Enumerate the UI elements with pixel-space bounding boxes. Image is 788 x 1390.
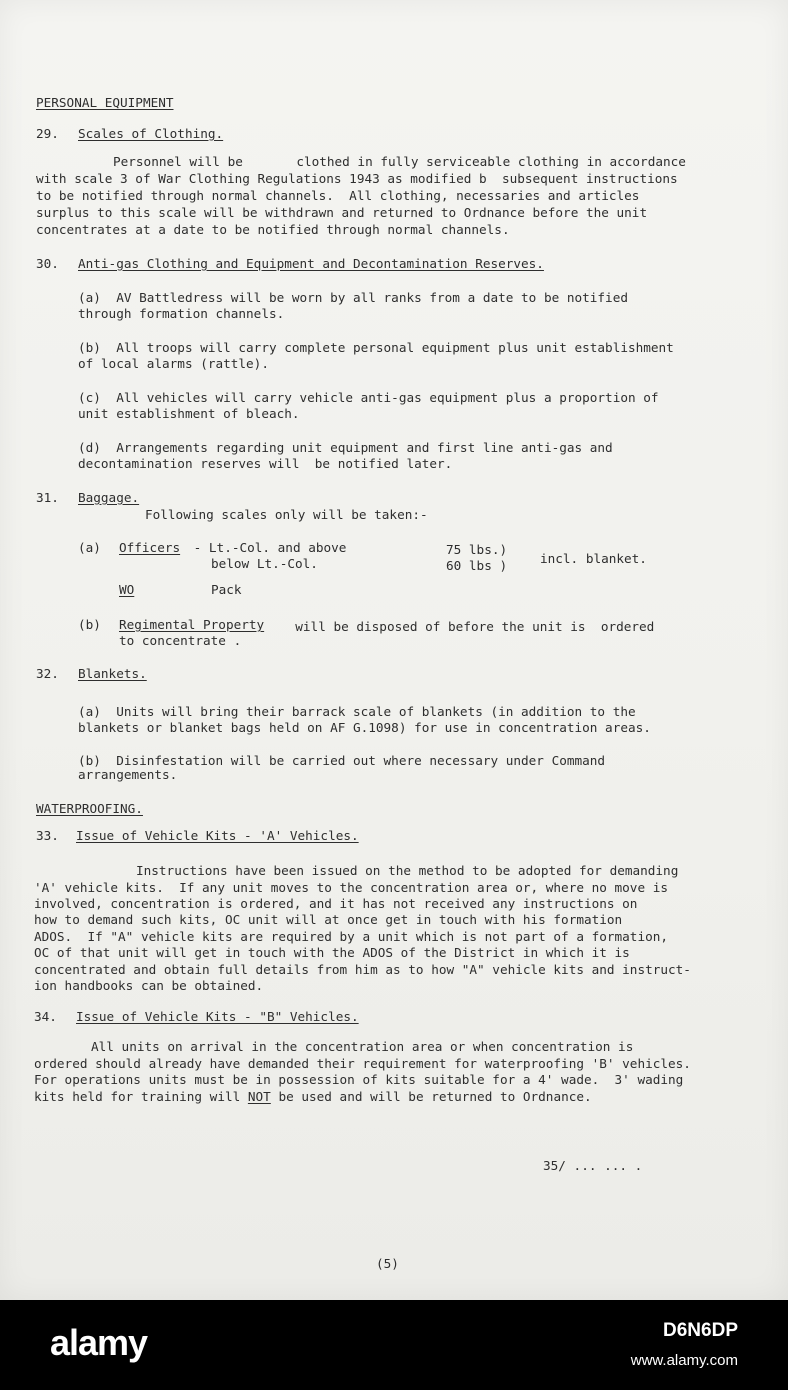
p29-line-2: with scale 3 of War Clothing Regulations 1943 as modified b subsequent instructions [36,171,678,186]
baggage-item-a-marker: (a) [78,540,101,555]
p33-line-7: concentrated and obtain full details from him as to how "A" vehicle kits and instruct- [34,962,691,977]
section-heading-personal-equipment: PERSONAL EQUIPMENT [36,95,174,110]
paragraph-heading-33: Issue of Vehicle Kits - 'A' Vehicles. [76,828,359,843]
p33-line-1: Instructions have been issued on the method to be adopted for demanding [136,863,679,878]
p33-line-5: ADOS. If "A" vehicle kits are required by a unit which is not part of a formation, [34,929,668,944]
alamy-logo: alamy [50,1322,148,1363]
paragraph-heading-34: Issue of Vehicle Kits - "B" Vehicles. [76,1009,359,1024]
baggage-officers-label: Officers [119,540,181,555]
paragraph-number-31: 31. [36,490,59,505]
p32-item-b-line-1: (b) Disinfestation will be carried out where necessary under Command [78,753,606,768]
p30-item-c-line-1: (c) All vehicles will carry vehicle anti-gas equipment plus a proportion of [78,390,659,405]
page-number: (5) [376,1256,399,1271]
baggage-blanket-note: incl. blanket. [540,551,647,566]
baggage-weight-1: 75 lbs.) [446,542,508,557]
section-heading-waterproofing: WATERPROOFING. [36,801,143,816]
baggage-below-rank: below Lt.-Col. [211,556,318,571]
baggage-item-b-line-2: to concentrate . [119,633,242,648]
p29-line-1: Personnel will be clothed in fully serviceable clothing in accordance [113,154,686,169]
p30-item-a-line-1: (a) AV Battledress will be worn by all ranks from a date to be notified [78,290,628,305]
p33-line-3: involved, concentration is ordered, and it has not received any instructions on [34,896,638,911]
p32-item-b-line-2: arrangements. [78,767,178,782]
baggage-weight-2: 60 lbs ) [446,558,508,573]
continuation-marker: 35/ ... ... . [543,1158,643,1173]
paragraph-heading-30: Anti-gas Clothing and Equipment and Decontamination Reserves. [78,256,544,271]
p29-line-4: surplus to this scale will be withdrawn and returned to Ordnance before the unit [36,205,648,220]
p34-line-2: ordered should already have demanded their requirement for waterproofing 'B' vehicles. [34,1056,691,1071]
p30-item-c-line-2: unit establishment of bleach. [78,406,300,421]
p29-line-3: to be notified through normal channels. All clothing, necessaries and articles [36,188,640,203]
p33-line-2: 'A' vehicle kits. If any unit moves to the concentration area or, where no move is [34,880,668,895]
p33-line-8: ion handbooks can be obtained. [34,978,264,993]
image-code: D6N6DP [663,1320,738,1341]
watermark-bar [0,1300,788,1390]
p34-line-4-end: be used and will be returned to Ordnance. [270,1089,592,1104]
p33-line-4: how to demand such kits, OC unit will at once get in touch with his formation [34,912,623,927]
paragraph-number-33: 33. [36,828,59,843]
baggage-item-b-text: will be disposed of before the unit is ordered [280,619,655,634]
paragraph-number-29: 29. [36,126,59,141]
p34-line-1: All units on arrival in the concentration area or when concentration is [91,1039,634,1054]
paragraph-heading-32: Blankets. [78,666,147,681]
baggage-item-b-marker: (b) [78,617,101,632]
paragraph-number-32: 32. [36,666,59,681]
baggage-wo-label: WO [119,582,135,597]
baggage-wo-pack: Pack [211,582,242,597]
paragraph-heading-31: Baggage. [78,490,140,505]
baggage-intro: Following scales only will be taken:- [145,507,428,522]
p30-item-a-line-2: through formation channels. [78,306,285,321]
paragraph-number-34: 34. [34,1009,57,1024]
p34-line-4-start: kits held for training will [34,1089,248,1104]
p32-item-a-line-1: (a) Units will bring their barrack scale of blankets (in addition to the [78,704,636,719]
p32-item-a-line-2: blankets or blanket bags held on AF G.1098) for use in concentration areas. [78,720,651,735]
p30-item-b-line-2: of local alarms (rattle). [78,356,269,371]
p34-line-4 [34,1089,592,1106]
paragraph-heading-29: Scales of Clothing. [78,126,224,141]
baggage-regimental-property: Regimental Property [119,617,265,632]
p29-line-5: concentrates at a date to be notified through normal channels. [36,222,510,237]
p34-line-3: For operations units must be in possession of kits suitable for a 4' wade. 3' wading [34,1072,684,1087]
p33-line-6: OC of that unit will get in touch with the ADOS of the District in which it is [34,945,630,960]
baggage-officers-rank: - Lt.-Col. and above [186,540,347,555]
p30-item-d-line-1: (d) Arrangements regarding unit equipment and first line anti-gas and [78,440,613,455]
p34-not-emphasis: NOT [247,1089,271,1104]
p30-item-b-line-1: (b) All troops will carry complete personal equipment plus unit establishment [78,340,674,355]
paragraph-number-30: 30. [36,256,59,271]
p30-item-d-line-2: decontamination reserves will be notified later. [78,456,453,471]
site-url: www.alamy.com [630,1352,738,1369]
